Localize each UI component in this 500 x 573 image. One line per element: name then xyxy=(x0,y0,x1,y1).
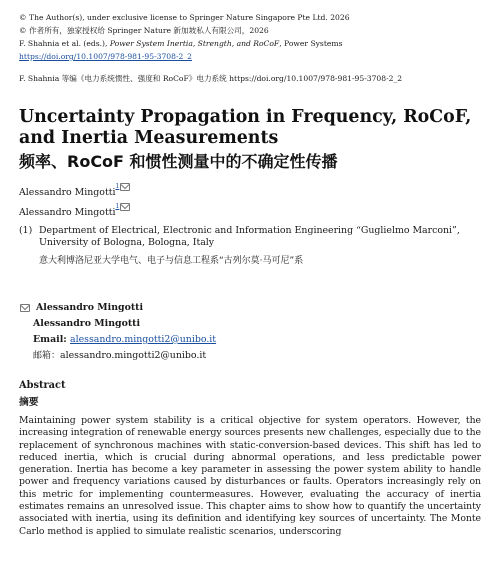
author-name: Alessandro Mingotti xyxy=(19,187,116,198)
envelope-icon xyxy=(20,304,30,312)
chapter-title-zh: 频率、RoCoF 和惯性测量中的不确定性传播 xyxy=(19,152,338,171)
front-matter xyxy=(19,0,481,85)
email-zh-value: alessandro.mingotti2@unibo.it xyxy=(60,350,207,361)
affiliation-text-en: Department of Electrical, Electronic and Information Engineering “Guglielmo Marconi”, University of Bologna, Bologna, Italy xyxy=(39,225,460,248)
affiliation-body xyxy=(39,225,481,267)
affiliation-number: (1) xyxy=(19,225,33,236)
contact-email-zh-row xyxy=(19,350,481,362)
envelope-icon[interactable] xyxy=(120,203,130,211)
author-2: Alessandro Mingotti 1 xyxy=(19,207,481,219)
corresponding-author xyxy=(19,302,481,362)
citation xyxy=(19,37,481,50)
affiliation-text-zh: 意大利博洛尼亚大学电气、电子与信息工程系“古列尔莫·马可尼”系 xyxy=(39,256,304,266)
contact-header xyxy=(19,302,481,314)
email-zh-label: 邮箱： xyxy=(33,351,61,361)
contact-name-1: Alessandro Mingotti xyxy=(36,302,144,313)
copyright-en: © The Author(s), under exclusive license to Springer Nature Singapore Pte Ltd. 2026 xyxy=(19,13,350,22)
contact-email-row xyxy=(19,334,481,346)
envelope-icon[interactable] xyxy=(120,183,130,191)
citation-book-title: Power System Inertia, Strength, and RoCoF xyxy=(109,39,280,48)
doi-link[interactable]: https://doi.org/10.1007/978-981-95-3708-2_2 xyxy=(19,52,192,61)
abstract-heading-en: Abstract xyxy=(19,380,66,391)
citation-suffix: , Power Systems xyxy=(279,39,343,48)
abstract-heading-zh: 摘要 xyxy=(19,397,39,408)
abstract-body: Maintaining power system stability is a critical objective for system operators. However, the increasing integration of renewable energy sources presents new challenges, especially due to the replacement of synchronous machines with static-conversion-based devices. This shift has led to reduced inertia, which is crucial during abnormal operations, and less predictable power generation. Inertia has become a key parameter in assessing the power system ability to handle power and frequency variations caused by disturbances or faults. Operators increasingly rely on this metric for implementing countermeasures. However, evaluating the accuracy of inertia estimates remains an unresolved issue. This chapter aims to show how to quantify the uncertainty associated with inertia, using its definition and identifying key sources of uncertainty. The Monte Carlo method is applied to simulate realistic scenarios, underscoring xyxy=(19,415,481,537)
author-1: Alessandro Mingotti 1 xyxy=(19,187,481,199)
copyright-zh: © 作者所有，独家授权给 Springer Nature 新加坡私人有限公司，2026 xyxy=(19,26,269,35)
citation-prefix: F. Shahnia et al. (eds.), xyxy=(19,39,110,48)
author-name: Alessandro Mingotti xyxy=(19,207,116,218)
citation-zh: F. Shahnia 等编《电力系统惯性、强度和 RoCoF》电力系统 https://doi.org/10.1007/978-981-95-3708-2_2 xyxy=(19,74,403,83)
affiliation xyxy=(19,225,481,267)
email-link[interactable]: alessandro.mingotti2@unibo.it xyxy=(70,334,217,345)
doi-row xyxy=(19,50,481,63)
contact-name-2: Alessandro Mingotti xyxy=(33,318,141,329)
chapter-title-en: Uncertainty Propagation in Frequency, RoCoF, and Inertia Measurements xyxy=(19,107,472,148)
email-label: Email: xyxy=(33,334,70,345)
